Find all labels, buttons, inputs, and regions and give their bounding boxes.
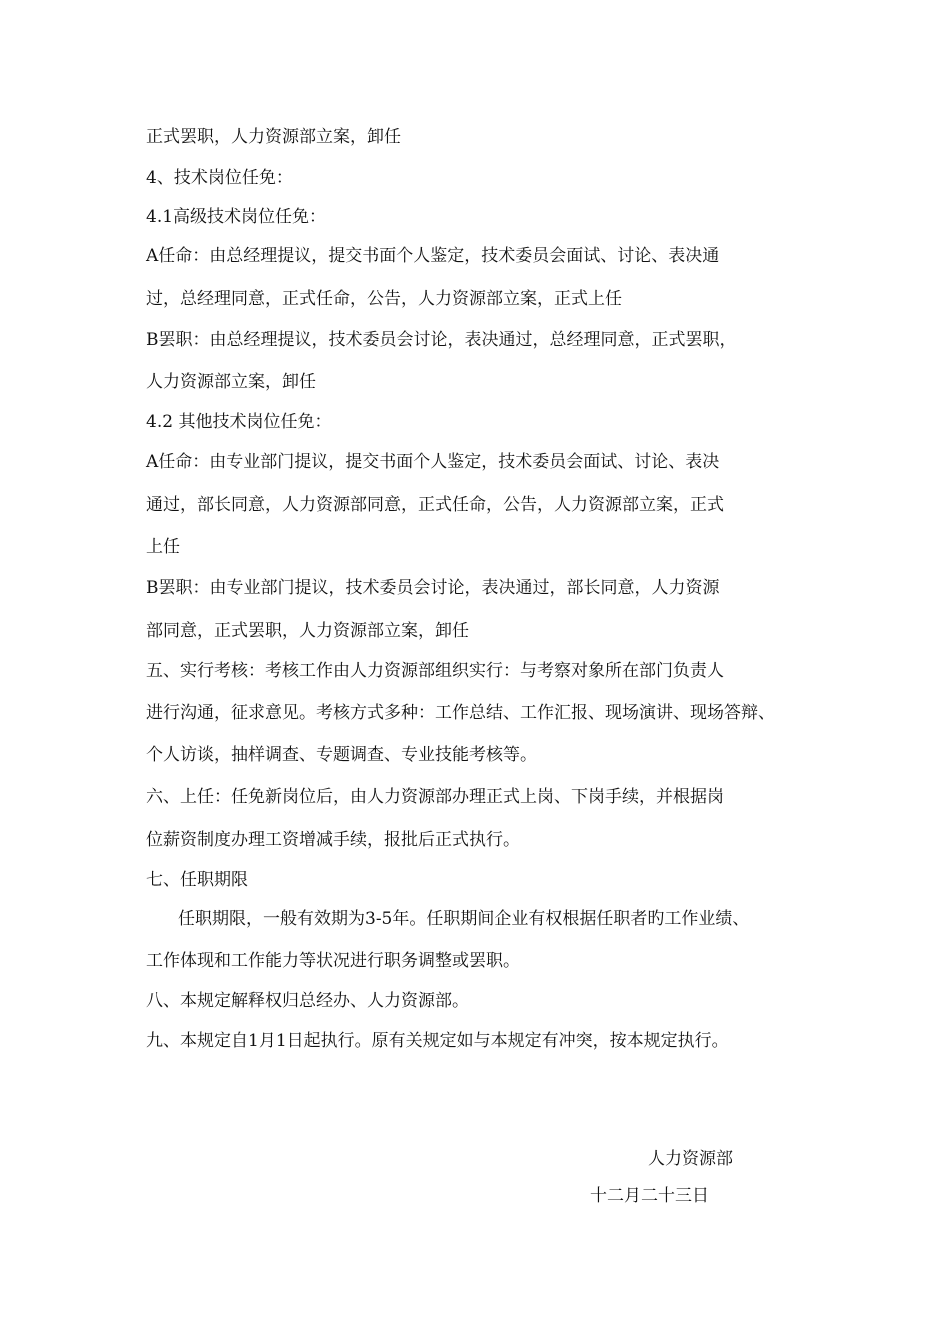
text-line-2: 4、技术岗位任免： — [146, 168, 293, 188]
text-line-12: B罢职：由专业部门提议，技术委员会讨论，表决通过，部长同意，人力资源 — [146, 578, 720, 598]
text-line-3: 4.1高级技术岗位任免： — [146, 207, 327, 227]
text-line-10: 通过，部长同意，人力资源部同意，正式任命，公告，人力资源部立案，正式 — [146, 495, 724, 515]
text-line-13: 部同意，正式罢职，人力资源部立案，卸任 — [146, 621, 469, 641]
signature-department: 人力资源部 — [648, 1149, 733, 1169]
text-line-20: 任职期限，一般有效期为3-5年。任职期间企业有权根据任职者旳工作业绩、 — [178, 909, 750, 929]
text-line-4: A任命：由总经理提议，提交书面个人鉴定，技术委员会面试、讨论、表决通 — [146, 246, 720, 266]
text-line-22: 八、本规定解释权归总经办、人力资源部。 — [146, 991, 469, 1011]
text-line-18: 位薪资制度办理工资增减手续，报批后正式执行。 — [146, 830, 520, 850]
text-line-15: 进行沟通，征求意见。考核方式多种：工作总结、工作汇报、现场演讲、现场答辩、 — [146, 703, 775, 723]
text-line-14: 五、实行考核：考核工作由人力资源部组织实行：与考察对象所在部门负责人 — [146, 661, 724, 681]
signature-date: 十二月二十三日 — [590, 1186, 709, 1206]
text-line-9: A任命：由专业部门提议，提交书面个人鉴定，技术委员会面试、讨论、表决 — [146, 452, 720, 472]
text-line-16: 个人访谈，抽样调查、专题调查、专业技能考核等。 — [146, 745, 537, 765]
text-line-7: 人力资源部立案，卸任 — [146, 372, 316, 392]
text-line-8: 4.2 其他技术岗位任免： — [146, 412, 332, 432]
text-line-11: 上任 — [146, 537, 180, 557]
text-line-17: 六、上任：任免新岗位后，由人力资源部办理正式上岗、下岗手续，并根据岗 — [146, 787, 724, 807]
text-line-5: 过，总经理同意，正式任命，公告，人力资源部立案，正式上任 — [146, 289, 622, 309]
text-line-23: 九、本规定自1月1日起执行。原有关规定如与本规定有冲突，按本规定执行。 — [146, 1031, 729, 1051]
text-line-19: 七、任职期限 — [146, 870, 248, 890]
text-line-6: B罢职：由总经理提议，技术委员会讨论，表决通过，总经理同意，正式罢职， — [146, 330, 737, 350]
text-line-1: 正式罢职，人力资源部立案，卸任 — [146, 127, 401, 147]
text-line-21: 工作体现和工作能力等状况进行职务调整或罢职。 — [146, 951, 520, 971]
